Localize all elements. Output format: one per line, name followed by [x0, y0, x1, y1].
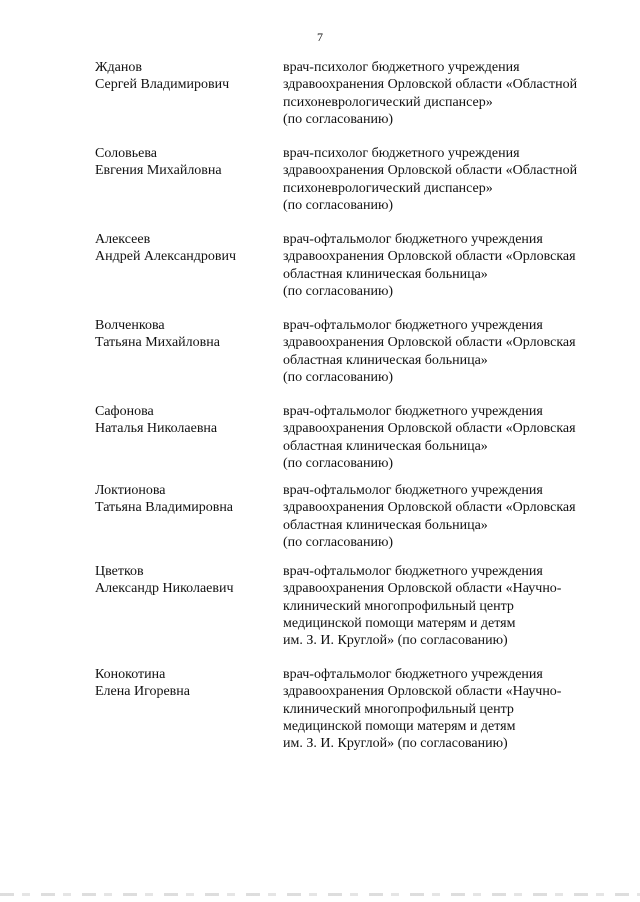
role-line: здравоохранения Орловской области «Орловская [283, 421, 576, 437]
surname: Цветков [95, 564, 144, 579]
role-line: врач-психолог бюджетного учреждения [283, 60, 520, 75]
given-names: Татьяна Владимировна [95, 500, 234, 515]
scan-artifact [0, 893, 640, 896]
role-line: (по согласованию) [283, 111, 394, 127]
role-line: (по согласованию) [283, 534, 394, 550]
role-line: областная клиническая больница» [283, 438, 488, 454]
role-line: (по согласованию) [283, 455, 394, 471]
given-names: Евгения Михайловна [95, 163, 222, 178]
surname: Локтионова [95, 483, 166, 498]
role-line: врач-офтальмолог бюджетного учреждения [283, 667, 543, 682]
role-line: здравоохранения Орловской области «Областной [283, 77, 578, 93]
role-line: им. З. И. Круглой» (по согласованию) [283, 736, 508, 752]
role-line: здравоохранения Орловской области «Научно- [283, 581, 562, 597]
role-line: областная клиническая больница» [283, 352, 488, 368]
person-role [283, 403, 613, 472]
person-name [95, 666, 275, 700]
role-line: клинический многопрофильный центр [283, 598, 514, 614]
role-line: врач-офтальмолог бюджетного учреждения [283, 564, 543, 579]
surname: Жданов [95, 60, 142, 75]
person-name [95, 563, 275, 597]
role-line: медицинской помощи матерям и детям [283, 615, 516, 631]
person-role [283, 482, 613, 551]
surname: Конокотина [95, 667, 166, 682]
person-role [283, 563, 613, 649]
given-names: Елена Игоревна [95, 684, 190, 699]
role-line: (по согласованию) [283, 197, 394, 213]
role-line: здравоохранения Орловской области «Орловская [283, 249, 576, 265]
person-name [95, 59, 275, 93]
role-line: здравоохранения Орловской области «Научно- [283, 684, 562, 700]
person-name [95, 317, 275, 351]
role-line: им. З. И. Круглой» (по согласованию) [283, 633, 508, 649]
surname: Алексеев [95, 232, 151, 247]
given-names: Сергей Владимирович [95, 77, 230, 92]
person-role [283, 59, 613, 128]
role-line: областная клиническая больница» [283, 517, 488, 533]
role-line: областная клиническая больница» [283, 266, 488, 282]
person-name [95, 145, 275, 179]
surname: Сафонова [95, 404, 154, 419]
surname: Волченкова [95, 318, 165, 333]
given-names: Наталья Николаевна [95, 421, 218, 436]
surname: Соловьева [95, 146, 157, 161]
role-line: психоневрологический диспансер» [283, 94, 493, 110]
role-line: психоневрологический диспансер» [283, 180, 493, 196]
role-line: (по согласованию) [283, 369, 394, 385]
given-names: Татьяна Михайловна [95, 335, 220, 350]
person-role [283, 317, 613, 386]
given-names: Андрей Александрович [95, 249, 237, 264]
page-number: 7 [317, 30, 323, 44]
role-line: врач-психолог бюджетного учреждения [283, 146, 520, 161]
role-line: (по согласованию) [283, 283, 394, 299]
role-line: врач-офтальмолог бюджетного учреждения [283, 483, 543, 498]
role-line: медицинской помощи матерям и детям [283, 718, 516, 734]
person-role [283, 666, 613, 752]
person-name [95, 482, 275, 516]
role-line: здравоохранения Орловской области «Орловская [283, 335, 576, 351]
role-line: клинический многопрофильный центр [283, 701, 514, 717]
person-name [95, 403, 275, 437]
role-line: врач-офтальмолог бюджетного учреждения [283, 318, 543, 333]
role-line: здравоохранения Орловской области «Орловская [283, 500, 576, 516]
given-names: Александр Николаевич [95, 581, 234, 596]
role-line: здравоохранения Орловской области «Областной [283, 163, 578, 179]
role-line: врач-офтальмолог бюджетного учреждения [283, 232, 543, 247]
person-role [283, 231, 613, 300]
role-line: врач-офтальмолог бюджетного учреждения [283, 404, 543, 419]
person-name [95, 231, 275, 265]
person-role [283, 145, 613, 214]
